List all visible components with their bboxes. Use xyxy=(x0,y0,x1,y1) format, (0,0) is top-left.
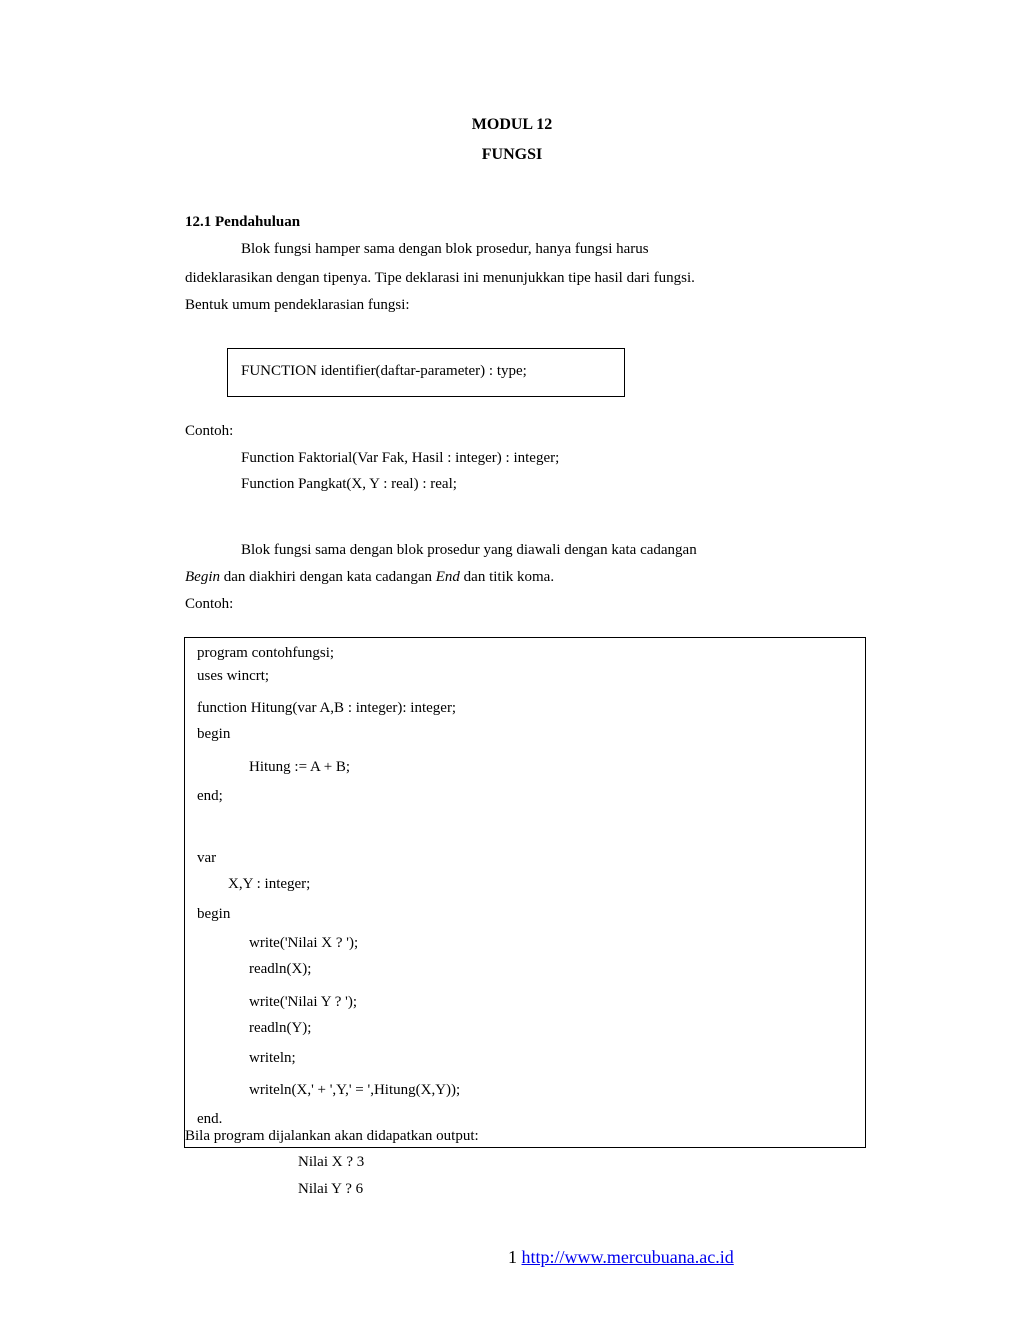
example-label: Contoh: xyxy=(185,423,234,439)
keyword-begin: Begin xyxy=(185,569,220,585)
paragraph-line: Blok fungsi hamper sama dengan blok prosedur, hanya fungsi harus xyxy=(241,241,649,257)
code-line: readln(Y); xyxy=(249,1020,312,1036)
footer-url-link[interactable]: http://www.mercubuana.ac.id xyxy=(521,1247,734,1267)
example-label: Contoh: xyxy=(185,596,234,612)
code-line: Hitung := A + B; xyxy=(249,759,351,775)
code-line: begin xyxy=(197,906,231,922)
code-line: program contohfungsi; xyxy=(197,645,335,661)
output-line: Nilai X ? 3 xyxy=(298,1154,365,1170)
paragraph-line: Bentuk umum pendeklarasian fungsi: xyxy=(185,297,410,313)
code-line: write('Nilai X ? '); xyxy=(249,935,359,951)
output-line: Nilai Y ? 6 xyxy=(298,1181,364,1197)
code-line: end. xyxy=(197,1111,223,1127)
example-line: Function Pangkat(X, Y : real) : real; xyxy=(241,476,457,492)
page-subtitle: FUNGSI xyxy=(481,146,543,163)
code-line: function Hitung(var A,B : integer): integer; xyxy=(197,700,457,716)
paragraph-line: dideklarasikan dengan tipenya. Tipe deklarasi ini menunjukkan tipe hasil dari fungsi. xyxy=(185,270,695,286)
paragraph-line: Blok fungsi sama dengan blok prosedur yang diawali dengan kata cadangan xyxy=(241,542,697,558)
section-heading: 12.1 Pendahuluan xyxy=(185,214,301,230)
syntax-text: FUNCTION identifier(daftar-parameter) : type; xyxy=(241,363,527,379)
code-line: var xyxy=(197,850,217,866)
code-line: write('Nilai Y ? '); xyxy=(249,994,358,1010)
code-line: uses wincrt; xyxy=(197,668,270,684)
code-line: begin xyxy=(197,726,231,742)
keyword-end: End xyxy=(435,569,460,585)
paragraph-text: dan titik koma. xyxy=(459,569,555,585)
output-intro: Bila program dijalankan akan didapatkan output: xyxy=(185,1128,479,1144)
paragraph-line xyxy=(185,568,554,586)
example-line: Function Faktorial(Var Fak, Hasil : integer) : integer; xyxy=(241,450,560,466)
page-number: 1 xyxy=(508,1247,517,1267)
code-line: X,Y : integer; xyxy=(228,876,311,892)
code-line: writeln; xyxy=(249,1050,296,1066)
code-line: writeln(X,' + ',Y,' = ',Hitung(X,Y)); xyxy=(249,1082,461,1098)
paragraph-text: dan diakhiri dengan kata cadangan xyxy=(220,569,436,585)
code-line: end; xyxy=(197,788,223,804)
code-line: readln(X); xyxy=(249,961,312,977)
page-footer xyxy=(508,1247,734,1267)
page-title: MODUL 12 xyxy=(471,116,553,133)
